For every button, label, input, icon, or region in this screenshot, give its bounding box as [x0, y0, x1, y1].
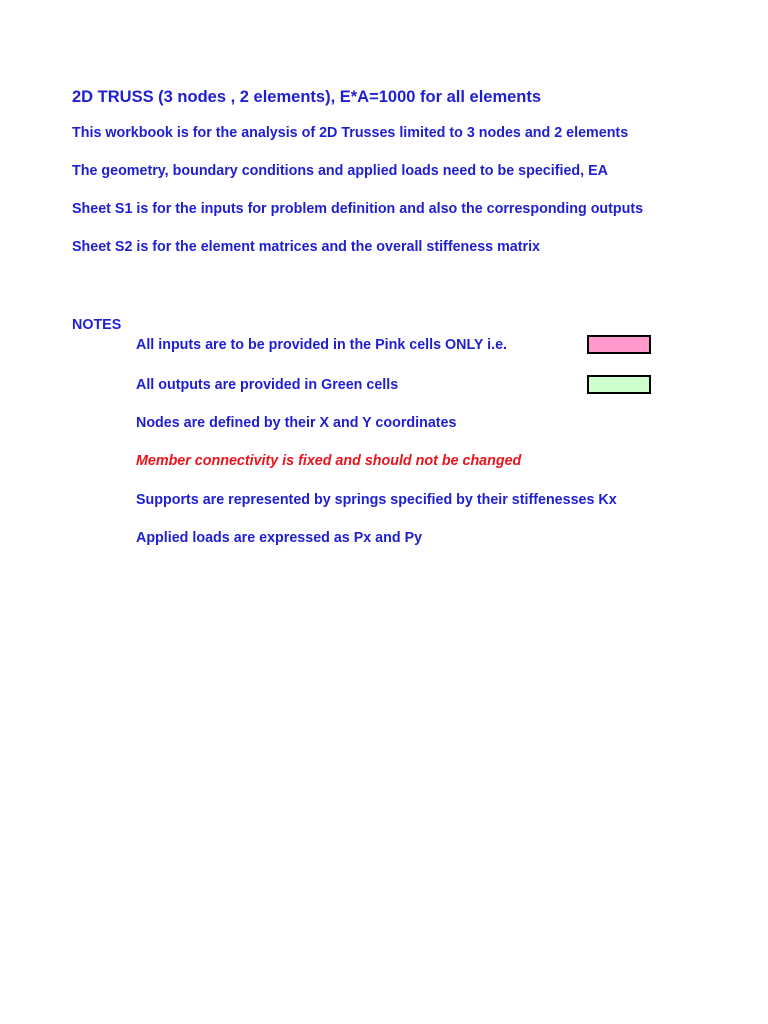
input-cell-swatch	[587, 335, 651, 354]
intro-line-sheet-s2: Sheet S2 is for the element matrices and the overall stiffeness matrix	[72, 239, 540, 255]
note-nodes: Nodes are defined by their X and Y coordinates	[136, 415, 457, 431]
note-loads: Applied loads are expressed as Px and Py	[136, 530, 423, 546]
output-cell-swatch	[587, 375, 651, 394]
intro-line-sheet-s1: Sheet S1 is for the inputs for problem definition and also the corresponding outputs	[72, 201, 644, 217]
note-connectivity-warning: Member connectivity is fixed and should not be changed	[136, 453, 522, 469]
note-supports: Supports are represented by springs specified by their stiffenesses Kx	[136, 492, 617, 508]
sheet-title: 2D TRUSS (3 nodes , 2 elements), E*A=1000 for all elements	[72, 88, 542, 106]
note-outputs: All outputs are provided in Green cells	[136, 377, 399, 393]
intro-line-workbook: This workbook is for the analysis of 2D Trusses limited to 3 nodes and 2 elements	[72, 125, 629, 141]
intro-line-geometry: The geometry, boundary conditions and applied loads need to be specified, EA	[72, 163, 608, 179]
notes-heading: NOTES	[72, 317, 122, 333]
note-inputs: All inputs are to be provided in the Pink cells ONLY i.e.	[136, 337, 508, 353]
